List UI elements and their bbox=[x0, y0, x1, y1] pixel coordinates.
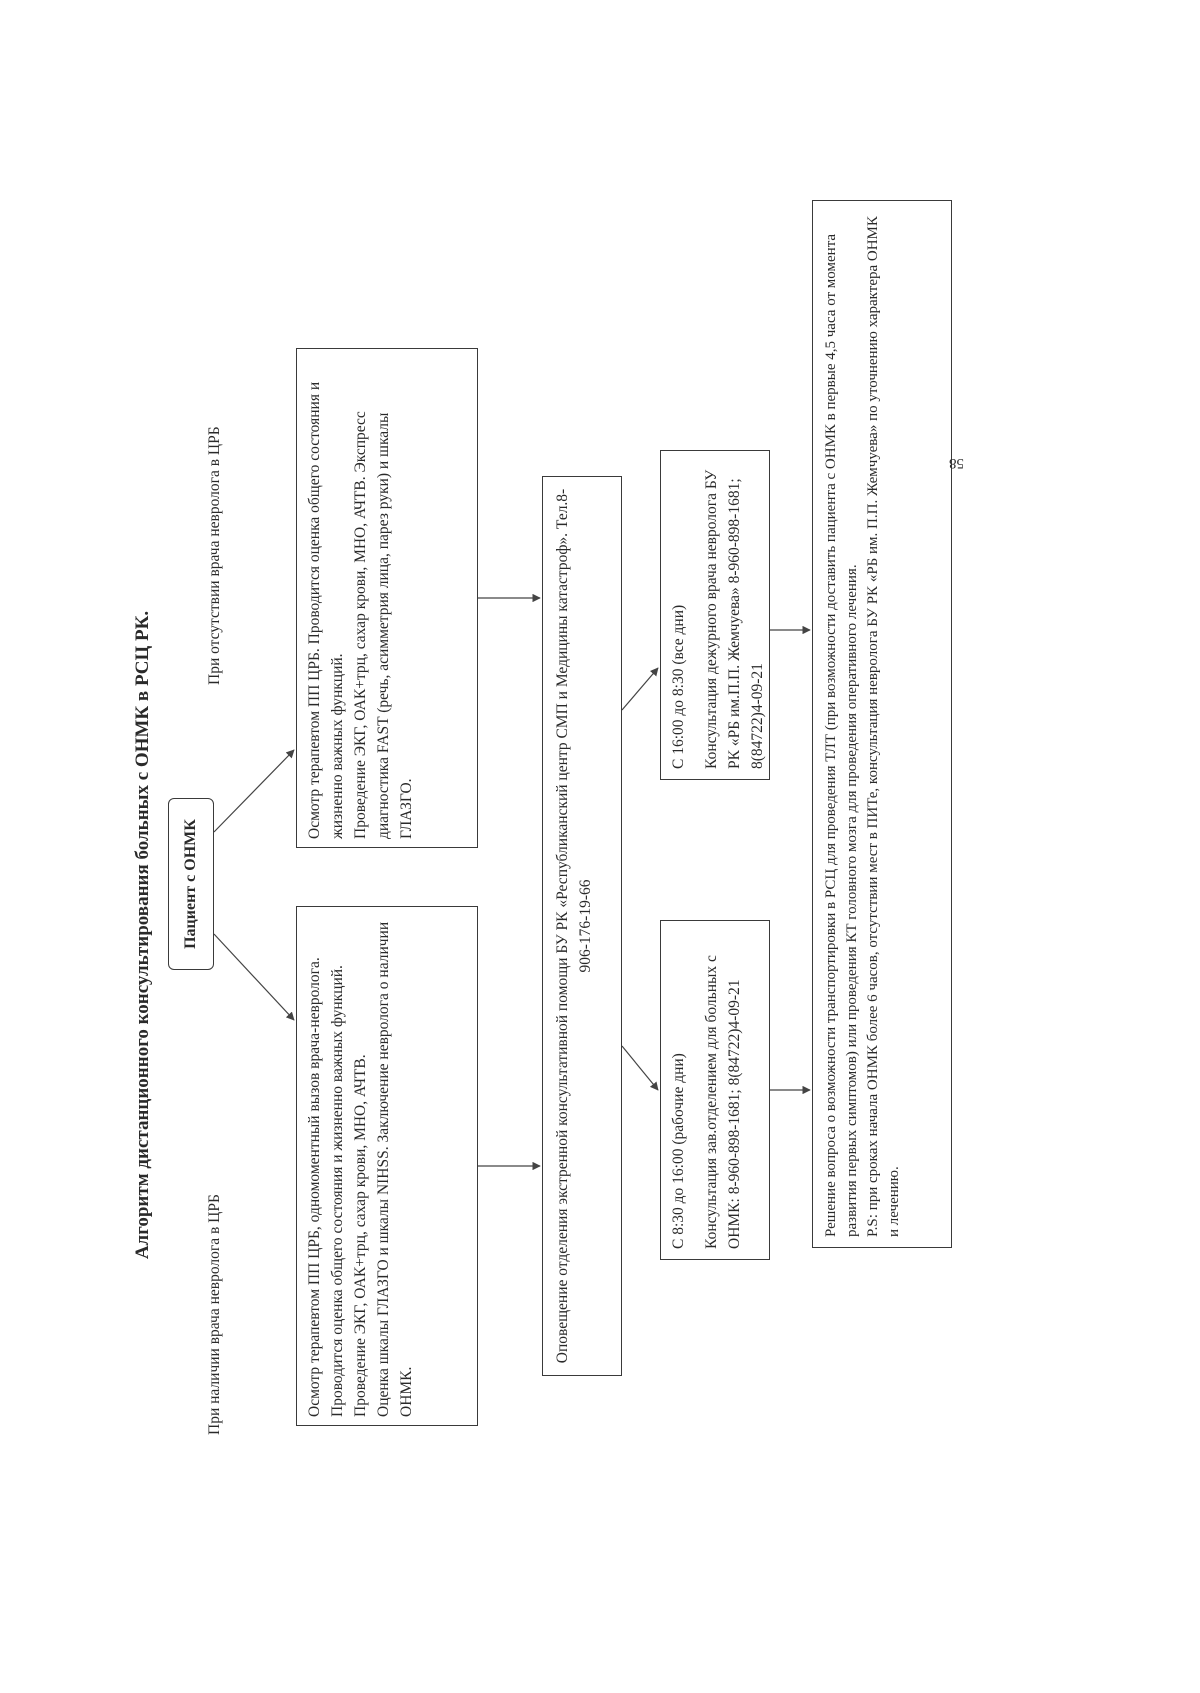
arrow-notify-to-cons-left bbox=[622, 1046, 658, 1090]
flowchart bbox=[120, 216, 980, 1590]
decision-line2: P.S: при сроках начала ОНМК более 6 часов, отсутствии мест в ПИТе, консультация невролога БУ РК «РБ им. П.П. Жемчуева» по уточнению характера ОНМК и лечению. bbox=[865, 216, 902, 1237]
exam-left-line2: Проведение ЭКГ, ОАК+трц, сахар крови, МНО, АЧТВ. bbox=[352, 1054, 369, 1417]
notification-box: Оповещение отделения экстренной консультативной помощи БУ РК «Республиканский центр СМП и Медицины катастроф». Тел.8-906-176-19-66 bbox=[542, 476, 622, 1376]
consultation-daytime-text: Консультация зав.отделением для больных с ОНМК: 8-960-898-1681; 8(84722)4-09-21 bbox=[703, 955, 743, 1249]
arrow-notify-to-cons-right bbox=[622, 668, 658, 710]
exam-right-line2: Проведение ЭКГ, ОАК+трц, сахар крови, МНО, АЧТВ. Экспресс диагностика FAST (речь, асимметрия лица, парез руки) и шкалы ГЛАЗГО. bbox=[352, 411, 415, 839]
arrow-start-to-left bbox=[214, 934, 294, 1020]
decision-line1: Решение вопроса о возможности транспортировки в РСЦ для проведения ТЛТ (при возможности доставить пациента с ОНМК в первые 4,5 часа от момента развития первых симптомов) или проведения КТ головного мозга для проведения оперативного лечения. bbox=[823, 233, 860, 1237]
exam-left-line3: Оценка шкалы ГЛАЗГО и шкалы NIHSS. Заключение невролога о наличии ОНМК. bbox=[375, 921, 415, 1417]
consultation-box-night bbox=[660, 450, 770, 780]
consultation-night-text: Консультация дежурного врача невролога БУ РК «РБ им.П.П. Жемчуева» 8-960-898-1681; 8(84722)4-09-21 bbox=[703, 469, 766, 769]
page-number: 58 bbox=[949, 455, 964, 471]
exam-left-line1: Осмотр терапевтом ПП ЦРБ, одномоментный вызов врача-невролога. Проводится оценка общего состояния и жизненно важных функций. bbox=[306, 957, 346, 1417]
decision-box bbox=[812, 200, 952, 1248]
exam-box-without-neurologist bbox=[296, 348, 478, 848]
exam-right-line1: Осмотр терапевтом ПП ЦРБ. Проводится оценка общего состояния и жизненно важных функций. bbox=[306, 381, 346, 839]
branch-label-neurologist-present: При наличии врача невролога в ЦРБ bbox=[206, 1194, 223, 1435]
page-title: Алгоритм дистанционного консультирования больных с ОНМК в РСЦ РК. bbox=[132, 610, 153, 1260]
consultation-night-hours: С 16:00 до 8:30 (все дни) bbox=[670, 604, 687, 769]
consultation-box-daytime bbox=[660, 920, 770, 1260]
consultation-daytime-hours: С 8:30 до 16:00 (рабочие дни) bbox=[670, 1053, 687, 1249]
branch-label-neurologist-absent: При отсутствии врача невролога в ЦРБ bbox=[206, 426, 223, 685]
exam-box-with-neurologist bbox=[296, 906, 478, 1426]
arrow-start-to-right bbox=[214, 750, 294, 832]
start-node: Пациент с ОНМК bbox=[168, 798, 214, 970]
